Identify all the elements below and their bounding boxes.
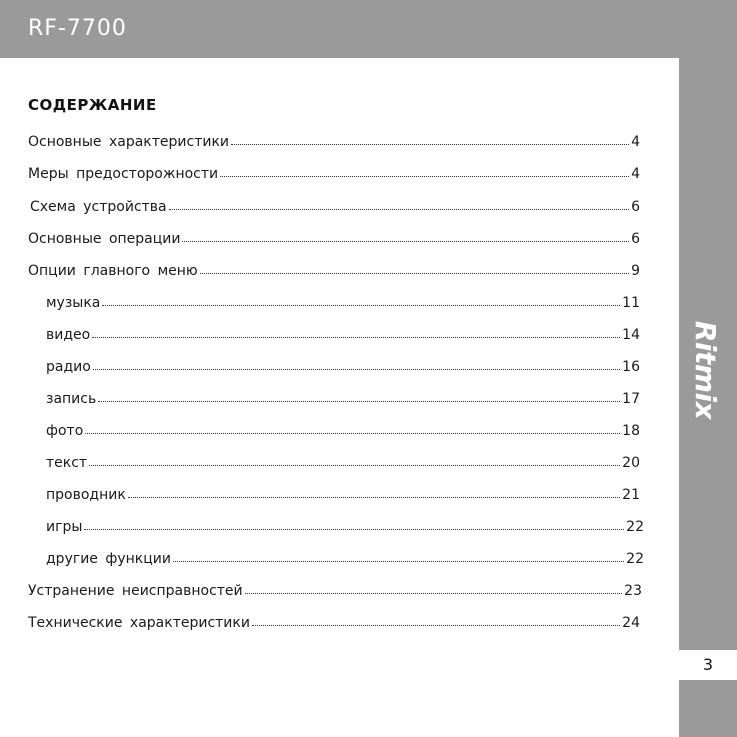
toc-entry [28, 257, 640, 279]
toc-subentry [46, 321, 640, 343]
toc-entry [28, 128, 640, 150]
toc-entry-page: 6 [631, 199, 640, 215]
toc-entry-page: 22 [626, 551, 644, 567]
page-number: 3 [702, 655, 714, 674]
toc-entry-page: 17 [622, 391, 640, 407]
toc-entry-label: видео [46, 327, 91, 343]
toc-subentry [46, 289, 640, 311]
toc-entry-page: 9 [631, 263, 640, 279]
toc-entry-page: 4 [631, 134, 640, 150]
toc-entry-label: Устранение неисправностей [28, 583, 243, 599]
toc-entry-page: 6 [631, 231, 640, 247]
toc-entry-label: радио [46, 359, 91, 375]
toc-entry-label: Основные характеристики [28, 134, 230, 150]
toc-leader-dots [98, 400, 620, 402]
toc-leader-dots [173, 560, 624, 562]
ritmix-logo-icon: Ritmix [689, 320, 723, 420]
toc-leader-dots [85, 432, 620, 434]
toc-entry-label: Меры предосторожности [28, 166, 219, 182]
toc-entry-label: Схема устройства [30, 199, 167, 215]
toc-subentry [46, 449, 640, 471]
toc-entry-page: 18 [622, 423, 640, 439]
brand-logo [686, 320, 726, 420]
toc-entry-label: музыка [46, 295, 101, 311]
toc-leader-dots [252, 624, 620, 626]
toc-leader-dots [93, 368, 620, 370]
toc-entry [28, 225, 640, 247]
toc-leader-dots [92, 336, 620, 338]
toc-entry-page: 14 [622, 327, 640, 343]
toc-entry [28, 577, 642, 599]
toc-entry-label: другие функции [46, 551, 171, 567]
toc-subentry [46, 353, 640, 375]
page-number-box [679, 650, 737, 680]
toc-entry-page: 11 [622, 295, 640, 311]
toc-leader-dots [182, 240, 629, 242]
toc-entry [30, 193, 640, 215]
toc-entry-label: текст [46, 455, 88, 471]
toc-entry-page: 20 [622, 455, 640, 471]
toc-leader-dots [169, 208, 629, 210]
toc-subentry [46, 481, 640, 503]
toc-entry-label: игры [46, 519, 83, 535]
toc-leader-dots [102, 304, 620, 306]
toc-entry-page: 16 [622, 359, 640, 375]
toc-entry [28, 160, 640, 182]
toc-subentry [46, 385, 640, 407]
toc-entry-label: Технические характеристики [28, 615, 250, 631]
toc-title: СОДЕРЖАНИЕ [28, 96, 157, 114]
toc-leader-dots [89, 464, 620, 466]
toc-leader-dots [220, 175, 629, 177]
toc-subentry [46, 417, 640, 439]
toc-subentry [46, 513, 644, 535]
toc-entry-page: 4 [631, 166, 640, 182]
toc-entry-page: 22 [626, 519, 644, 535]
page-header [0, 0, 737, 58]
toc-subentry [46, 545, 644, 567]
toc-entry-page: 21 [622, 487, 640, 503]
toc-entry-label: Основные операции [28, 231, 181, 247]
toc-leader-dots [84, 528, 624, 530]
toc-entry-label: запись [46, 391, 97, 407]
toc-entry-page: 24 [622, 615, 640, 631]
toc-entry-label: Опции главного меню [28, 263, 198, 279]
toc-entry-label: проводник [46, 487, 126, 503]
toc-entry [28, 609, 640, 631]
toc-leader-dots [200, 272, 629, 274]
toc-entry-page: 23 [624, 583, 642, 599]
toc-leader-dots [245, 592, 623, 594]
toc-leader-dots [231, 143, 629, 145]
toc-leader-dots [128, 496, 620, 498]
model-name: RF-7700 [28, 16, 127, 41]
toc-entry-label: фото [46, 423, 84, 439]
